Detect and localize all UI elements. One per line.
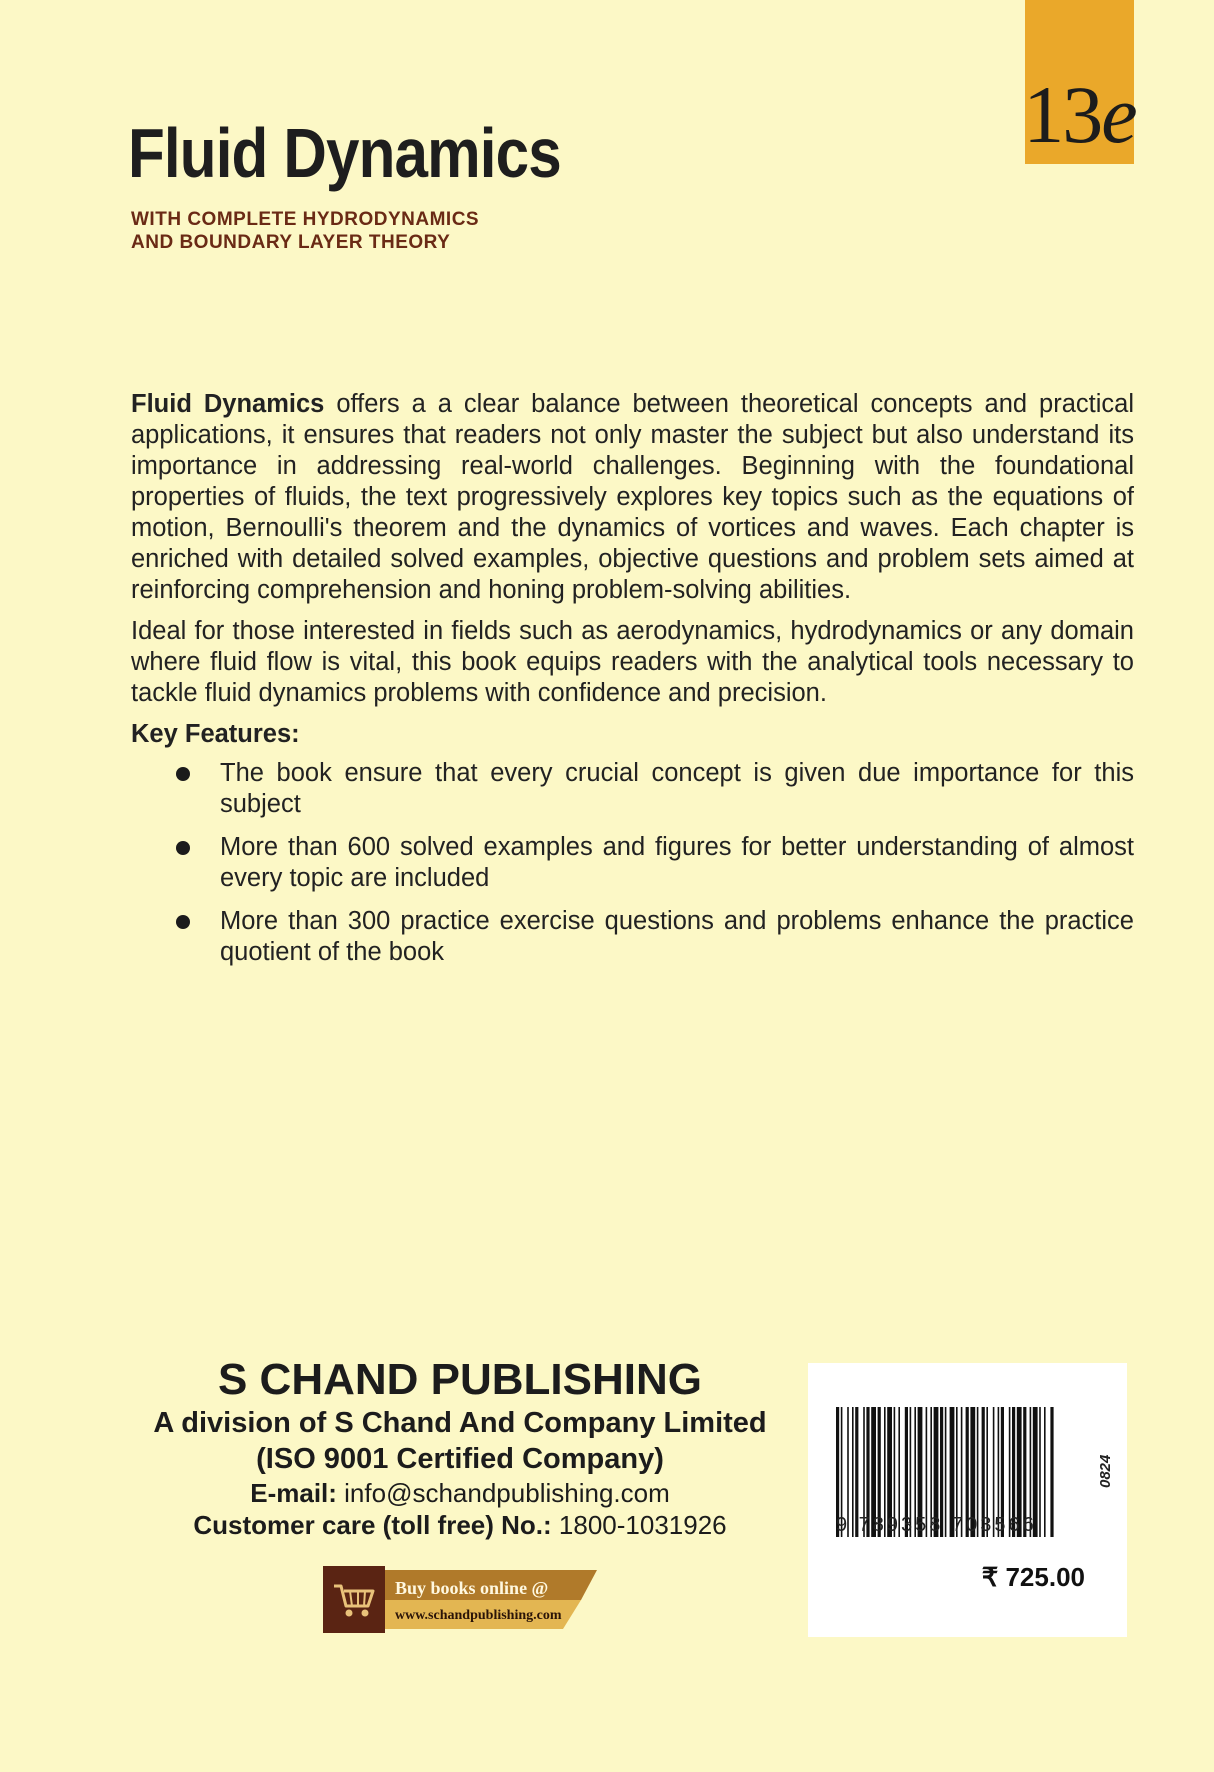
key-features-list [131, 758, 1134, 968]
book-description [131, 389, 1134, 980]
customer-care-number: 1800-1031926 [558, 1510, 727, 1540]
key-features-heading: Key Features: [131, 720, 300, 748]
bullet-icon [176, 767, 190, 781]
list-item [131, 906, 1134, 968]
edition-label [1023, 69, 1136, 164]
publisher-name: S CHAND PUBLISHING [217, 1355, 703, 1404]
customer-care-label: Customer care (toll free) No.: [193, 1510, 552, 1540]
book-title: Fluid Dynamics [128, 114, 561, 192]
book-subtitle [131, 208, 479, 254]
shopping-cart-icon [332, 1580, 376, 1620]
description-paragraph-1-text: offers a a clear balance between theoretical concepts and practical applications, it ensures that readers not only master the subject but also understand its importance in addressing real-world challenges. Beginning with the foundational properties of fluids, the text progressively explores key topics such as the equations of motion, Bernoulli's theorem and the dynamics of vortices and waves. Each chapter is enriched with detailed solved examples, objective questions and problem sets aimed at reinforcing comprehension and honing problem-solving abilities. [131, 390, 1134, 604]
feature-text: More than 300 practice exercise questions and problems enhance the practice quotient of the book [220, 907, 1134, 966]
barcode-panel [808, 1363, 1127, 1637]
description-lead-term: Fluid Dynamics [131, 390, 325, 418]
buy-online-url[interactable]: www.schandpublishing.com [395, 1608, 562, 1623]
publisher-division: A division of S Chand And Company Limited [153, 1407, 767, 1439]
publisher-block [110, 1355, 810, 1541]
subtitle-line-2: AND BOUNDARY LAYER THEORY [131, 232, 451, 253]
barcode-bar [1050, 1407, 1053, 1537]
publisher-customer-care [110, 1509, 810, 1541]
subtitle-line-1: WITH COMPLETE HYDRODYNAMICS [131, 209, 480, 230]
list-item [131, 758, 1134, 820]
feature-text: The book ensure that every crucial concept is given due importance for this subject [220, 759, 1134, 818]
email-link[interactable]: info@schandpublishing.com [344, 1478, 670, 1508]
barcode-bar [1039, 1407, 1041, 1537]
bullet-icon [176, 841, 190, 855]
cart-box [323, 1566, 385, 1633]
buy-online-text: Buy books online @ [395, 1578, 549, 1598]
isbn-digits: 9 789358 703566 [836, 1514, 1037, 1536]
bullet-icon [176, 915, 190, 929]
publisher-email [110, 1477, 810, 1509]
edition-badge [1025, 0, 1134, 164]
description-paragraph-1 [131, 389, 1134, 606]
barcode-bar [1044, 1407, 1046, 1537]
edition-suffix: e [1101, 69, 1136, 160]
publisher-iso: (ISO 9001 Certified Company) [256, 1443, 664, 1475]
buy-online-banner[interactable] [323, 1566, 597, 1633]
barcode-side-code: 0824 [1097, 1454, 1114, 1488]
edition-number: 13 [1023, 69, 1102, 160]
feature-text: More than 600 solved examples and figures for better understanding of almost every topic are included [220, 833, 1134, 892]
price-label: ₹ 725.00 [981, 1562, 1085, 1592]
list-item [131, 832, 1134, 894]
email-label: E-mail: [250, 1478, 337, 1508]
description-paragraph-2: Ideal for those interested in fields such as aerodynamics, hydrodynamics or any domain where fluid flow is vital, this book equips readers with the analytical tools necessary to tackle fluid dynamics problems with confidence and precision. [131, 617, 1134, 707]
